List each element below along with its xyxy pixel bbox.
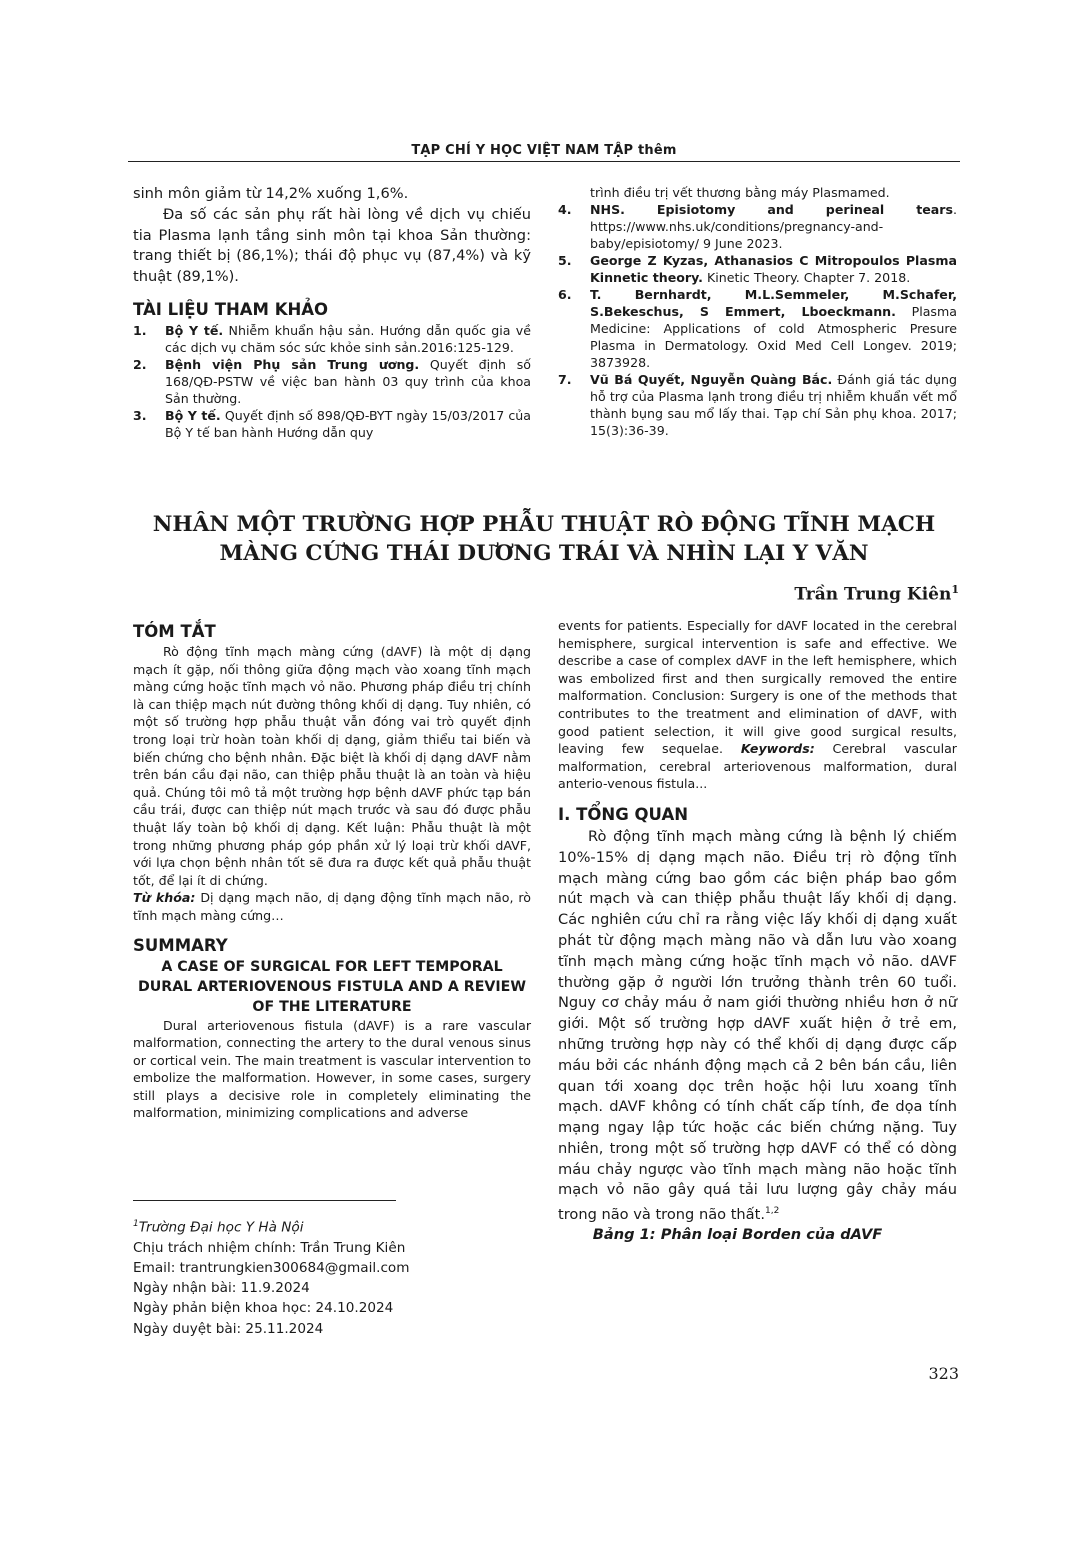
abstract-text: Rò động tĩnh mạch màng cứng (dAVF) là một dị dạng mạch ít gặp, nối thông giữa động mạch vào xoang tĩnh mạch màng cứng hoặc tĩnh mạch vỏ não. Phương pháp điều trị chính là can thiệp mạch nút đường thông khối dị dạng. Tuy nhiên, có một số trường hợp phẫu thuật vẫn đóng vai trò quyết định trong loại trừ hoàn toàn khối dị dạng, giảm thiểu tai biến và biến chứng cho bệnh nhân. Đặc biệt là khối dị dạng dAVF nằm trên bán cầu đại não, can thiệp phẫu thuật là an toàn và hiệu quả. Chúng tôi mô tả một trường hợp bệnh dAVF phức tạp bán cầu trái, được can thiệp nút mạch trước và sau đó được phẫu thuật lấy toàn bộ khối dị dạng. Kết luận: Phẫu thuật là một trong những phương pháp góp phần xử lý loại trừ khối dAVF, với lựa chọn bệnh nhân tốt sẽ đưa ra được kết quả phẫu thuật tốt, để lại ít di chứng. Từ khóa: Dị dạng mạch não, dị dạng động tĩnh mạch não, rò tĩnh mạch màng cứng… xyxy=(133,644,531,923)
reference-item: 2. Bệnh viện Phụ sản Trung ương. Quyết định số 168/QĐ-PSTW về việc ban hành 03 quy trình của khoa Sản thường. xyxy=(133,356,531,406)
footnote xyxy=(133,1214,409,1339)
header-rule xyxy=(128,161,960,162)
paragraph: Đa số các sản phụ rất hài lòng về dịch vụ chiếu tia Plasma lạnh tầng sinh môn tại khoa Sản thường: trang thiết bị (86,1%); thái độ phục vụ (87,4%) và kỹ thuật (89,1%). xyxy=(133,205,531,286)
footnote-line: Ngày duyệt bài: 25.11.2024 xyxy=(133,1320,324,1337)
overview-text: Rò động tĩnh mạch màng cứng là bệnh lý chiếm 10%-15% dị dạng mạch não. Điều trị rò động tĩnh mạch màng cứng bao gồm các biện pháp bao gồm nút mạch và can thiệp phẫu thuật lấy khối dị dạng. Các nghiên cứu chỉ ra rằng việc lấy khối dị dạng xuất phát từ động mạch màng não và dẫn lưu vào xoang tĩnh mạch màng cứng hoặc tĩnh mạch vỏ não. dAVF thường gặp ở người lớn trưởng thành trên 60 tuổi. Nguy cơ chảy máu ở nam giới thường nhiều hơn ở nữ giới. Một số trường hợp dAVF xuất hiện ở trẻ em, những trường hợp này có thể khối dị dạng được cấp máu bởi các nhánh động mạch cả 2 bên bán cầu, liên quan tới xoang dọc trên hoặc hội lưu xoang tĩnh mạch. dAVF không có tính chất cấp tính, đe dọa tính mạng ngay lập tức hoặc các biến chứng nặng. Tuy nhiên, trong một số trường hợp dAVF có thể có dòng máu chảy ngược vào tĩnh mạch màng não hoặc tĩnh mạch vỏ não gây quá tải lưu lượng gây chảy máu trong não và trong não thất.$^{1,2}$ xyxy=(558,827,957,1224)
reference-list-left xyxy=(133,322,531,441)
affiliation: $^1$Trường Đại học Y Hà Nội xyxy=(133,1219,304,1236)
reference-list-right xyxy=(558,184,957,439)
page-number: 323 xyxy=(928,1364,959,1383)
title-line: NHÂN MỘT TRƯỜNG HỢP PHẪU THUẬT RÒ ĐỘNG TĨNH MẠCH xyxy=(152,512,936,537)
summary-text-continued: events for patients. Especially for dAVF located in the cerebral hemisphere, surgical intervention is safe and effective. We describe a case of complex dAVF in the left hemisphere, which was embolized first and then surgically removed the entire malformation. Conclusion: Surgery is one of the methods that contributes to the treatment and elimination of dAVF, with good patient selection, it will give good surgical results, leaving few sequelae. Keywords: Cerebral vascular malformation, cerebral arteriovenous malformation, dural anterio-venous fistula... xyxy=(558,618,957,792)
footnote-rule xyxy=(133,1200,396,1201)
footnote-line: Chịu trách nhiệm chính: Trần Trung Kiên xyxy=(133,1239,406,1256)
author: Trần Trung Kiên$^1$ xyxy=(794,583,959,605)
article-title xyxy=(128,510,960,568)
overview-heading: I. TỔNG QUAN xyxy=(558,804,689,824)
journal-header: TẠP CHÍ Y HỌC VIỆT NAM TẬP thêm xyxy=(411,143,677,158)
reference-item: 5. George Z Kyzas, Athanasios C Mitropoulos Plasma Kinnetic theory. Kinetic Theory. Chapter 7. 2018. xyxy=(558,253,957,285)
paragraph: sinh môn giảm từ 14,2% xuống 1,6%. xyxy=(133,185,409,202)
reference-item: 6. T. Bernhardt, M.L.Semmeler, M.Schafer, S.Bekeschus, S Emmert, Lboeckmann. Plasma Medicine: Applications of cold Atmospheric Presure Plasma in Dermatology. Oxid Med Cell Longev. 2019; 3873928. xyxy=(558,287,957,370)
summary-title: A CASE OF SURGICAL FOR LEFT TEMPORAL DURAL ARTERIOVENOUS FISTULA AND A REVIEW OF THE LITERATURE xyxy=(137,958,527,1015)
title-line: MÀNG CỨNG THÁI DƯƠNG TRÁI VÀ NHÌN LẠI Y VĂN xyxy=(219,541,869,566)
footnote-line: Ngày phản biện khoa học: 24.10.2024 xyxy=(133,1300,394,1317)
summary-heading: SUMMARY xyxy=(133,935,228,955)
top-left-column xyxy=(133,184,531,441)
reference-item: 1. Bộ Y tế. Nhiễm khuẩn hậu sản. Hướng dẫn quốc gia về các dịch vụ chăm sóc sức khỏe sinh sản.2016:125-129. xyxy=(133,322,531,355)
reference-item: 3. Bộ Y tế. Quyết định số 898/QĐ-BYT ngày 15/03/2017 của Bộ Y tế ban hành Hướng dẫn quy xyxy=(133,407,531,440)
right-body-column xyxy=(558,617,957,1243)
table-caption: Bảng 1: Phân loại Borden của dAVF xyxy=(592,1225,883,1243)
references-heading: TÀI LIỆU THAM KHẢO xyxy=(133,299,329,319)
abstract-column xyxy=(133,621,531,1122)
footnote-line: Email: trantrungkien300684@gmail.com xyxy=(133,1259,410,1276)
abstract-heading: TÓM TẮT xyxy=(133,622,216,641)
summary-text: Dural arteriovenous fistula (dAVF) is a rare vascular malformation, connecting the artery to the dural venous sinus or cortical vein. The main treatment is vascular intervention to embolize the malformation. However, in some cases, surgery still plays a decisive role in completely eliminating the malformation, minimizing complications and adverse xyxy=(133,1017,531,1121)
reference-item: 7. Vũ Bá Quyết, Nguyễn Quàng Bắc. Đánh giá tác dụng hỗ trợ của Plasma lạnh trong điều trị nhiễm khuẩn vết mổ thành bụng sau mổ lấy thai. Tạp chí Sản phụ khoa. 2017; 15(3):36-39. xyxy=(558,372,957,438)
reference-item: 4. NHS. Episiotomy and perineal tears. https://www.nhs.uk/conditions/pregnancy-and-baby/episiotomy/ 9 June 2023. xyxy=(558,202,957,251)
reference-item: trình điều trị vết thương bằng máy Plasmamed. xyxy=(590,185,890,200)
footnote-line: Ngày nhận bài: 11.9.2024 xyxy=(133,1280,310,1297)
